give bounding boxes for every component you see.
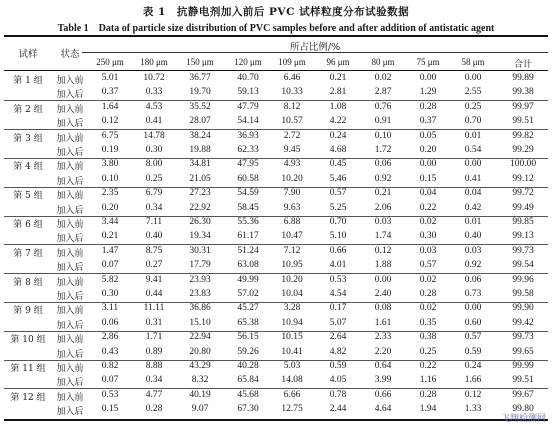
bottom-rule <box>4 419 548 421</box>
table-cell: 99.96 <box>512 274 534 285</box>
table-cell: 0.02 <box>374 73 392 83</box>
table-cell: 2.44 <box>329 404 347 415</box>
table-cell: 1.88 <box>374 260 392 271</box>
state-label: 加入后 <box>56 90 84 101</box>
table-cell: 58.45 <box>237 202 259 213</box>
group-name: 第 9 组 <box>13 306 43 317</box>
table-cell: 2.06 <box>374 202 392 213</box>
table-cell: 15.10 <box>189 317 211 328</box>
group-name: 第 12 组 <box>10 392 46 403</box>
header-state: 状态 <box>60 49 80 60</box>
column-header: 120 μm <box>234 57 262 67</box>
table-cell: 0.07 <box>101 260 119 271</box>
table-cell: 99.58 <box>512 289 534 299</box>
table-cell: 4.53 <box>145 101 163 112</box>
table-cell: 0.10 <box>101 173 119 184</box>
table-cell: 4.68 <box>329 145 347 155</box>
table-cell: 0.40 <box>145 231 163 242</box>
table-cell: 19.34 <box>189 231 211 242</box>
table-cell: 0.82 <box>101 361 119 371</box>
table-cell: 10.41 <box>281 346 303 357</box>
table-cell: 99.85 <box>512 217 534 227</box>
table-cell: 0.57 <box>419 260 437 271</box>
state-label: 加入后 <box>56 292 84 302</box>
table-cell: 36.77 <box>189 73 211 83</box>
table-cell: 27.23 <box>189 188 211 199</box>
table-cell: 0.12 <box>101 116 119 127</box>
table-cell: 4.05 <box>329 375 347 386</box>
table-cell: 0.45 <box>329 159 347 170</box>
group-name: 第 11 组 <box>10 364 46 374</box>
table-cell: 8.12 <box>283 101 301 112</box>
table-cell: 65.84 <box>237 375 259 386</box>
table-cell: 0.19 <box>101 145 119 155</box>
state-label: 加入前 <box>56 364 84 374</box>
table-cell: 0.24 <box>464 361 482 371</box>
table-cell: 7.12 <box>283 245 301 256</box>
table-cell: 11.11 <box>143 303 165 314</box>
table-cell: 0.00 <box>464 73 482 83</box>
state-label: 加入前 <box>56 248 84 259</box>
table-cell: 99.90 <box>512 303 534 314</box>
table-cell: 1.61 <box>374 317 392 328</box>
table-cell: 0.07 <box>101 375 119 386</box>
table-cell: 2.86 <box>101 332 119 343</box>
table-cell: 1.64 <box>101 101 119 112</box>
table-cell: 99.89 <box>512 73 534 83</box>
table-cell: 38.24 <box>189 130 211 141</box>
table-cell: 7.90 <box>283 188 301 199</box>
table-cell: 0.20 <box>101 202 119 213</box>
table-title-en: Table 1 Data of particle size distribution of PVC samples before and after addition of antistatic agent <box>57 23 495 34</box>
table-cell: 0.10 <box>374 130 392 141</box>
table-cell: 0.30 <box>101 289 119 299</box>
table-cell: 8.00 <box>145 159 163 170</box>
table-cell: 0.64 <box>374 361 392 371</box>
table-cell: 45.68 <box>237 389 259 400</box>
table-cell: 0.02 <box>419 217 437 227</box>
group-name: 第 4 组 <box>13 162 43 173</box>
column-header: 150 μm <box>186 57 214 67</box>
table-cell: 22.92 <box>189 202 211 213</box>
table-cell: 57.02 <box>237 289 259 299</box>
table-cell: 6.46 <box>283 73 301 83</box>
state-label: 加入后 <box>56 263 84 274</box>
table-cell: 9.07 <box>191 404 209 415</box>
state-label: 加入前 <box>56 191 84 202</box>
table-cell: 14.08 <box>281 375 303 386</box>
table-cell: 36.93 <box>237 130 259 141</box>
group-name: 第 2 组 <box>13 104 43 115</box>
state-label: 加入后 <box>56 234 84 245</box>
table-cell: 8.32 <box>191 375 209 386</box>
table-cell: 0.60 <box>464 317 482 328</box>
table-cell: 99.13 <box>512 231 534 242</box>
table-cell: 59.13 <box>237 87 259 98</box>
table-cell: 0.03 <box>419 245 437 256</box>
table-cell: 0.53 <box>329 274 347 285</box>
table-cell: 99.67 <box>512 389 534 400</box>
table-cell: 26.30 <box>189 217 211 227</box>
table-cell: 2.87 <box>374 87 392 98</box>
group-name: 第 6 组 <box>13 220 43 230</box>
column-header: 250 μm <box>96 57 124 67</box>
group-name: 第 5 组 <box>13 191 43 202</box>
table-cell: 10.33 <box>281 87 303 98</box>
table-cell: 12.75 <box>281 404 303 415</box>
table-title-cn: 表 1 抗静电剂加入前后 PVC 试样粒度分布试验数据 <box>142 6 410 18</box>
table-cell: 10.47 <box>281 231 303 242</box>
state-label: 加入后 <box>56 205 84 216</box>
table-cell: 0.12 <box>374 245 392 256</box>
table-cell: 5.46 <box>329 173 347 184</box>
table-cell: 5.07 <box>329 317 347 328</box>
table-cell: 0.37 <box>419 116 437 127</box>
table-cell: 0.28 <box>145 404 163 415</box>
table-cell: 4.64 <box>374 404 392 415</box>
table-cell: 99.54 <box>512 260 534 271</box>
table-cell: 0.15 <box>101 404 119 415</box>
state-label: 加入前 <box>56 335 84 346</box>
state-label: 加入后 <box>56 349 84 360</box>
table-cell: 0.30 <box>145 145 163 155</box>
table-cell: 9.41 <box>145 274 163 285</box>
table-cell: 45.27 <box>237 303 259 314</box>
table-cell: 5.10 <box>329 231 347 242</box>
table-cell: 0.04 <box>464 188 482 199</box>
table-cell: 34.81 <box>189 159 211 170</box>
group-name: 第 7 组 <box>13 248 43 259</box>
table-cell: 28.07 <box>189 116 211 127</box>
table-cell: 7.11 <box>145 217 163 227</box>
table-cell: 54.59 <box>237 188 259 199</box>
table-cell: 3.80 <box>101 159 119 170</box>
table-cell: 0.59 <box>464 346 482 357</box>
table-cell: 0.17 <box>329 303 347 314</box>
table-cell: 60.58 <box>237 173 259 184</box>
table-cell: 10.20 <box>281 173 303 184</box>
table-cell: 4.54 <box>329 289 347 299</box>
table-cell: 0.31 <box>145 317 163 328</box>
table-cell: 67.30 <box>237 404 259 415</box>
table-cell: 8.75 <box>145 245 163 256</box>
table-cell: 0.04 <box>419 188 437 199</box>
table-cell: 0.20 <box>419 145 437 155</box>
table-cell: 51.24 <box>237 245 259 256</box>
group-name: 第 8 组 <box>13 277 43 288</box>
table-cell: 0.91 <box>374 116 392 127</box>
table-cell: 6.75 <box>101 130 119 141</box>
table-cell: 0.38 <box>419 332 437 343</box>
table-cell: 2.64 <box>329 332 347 343</box>
table-cell: 10.20 <box>281 274 303 285</box>
table-cell: 1.08 <box>329 101 347 112</box>
state-label: 加入前 <box>56 277 84 288</box>
table-cell: 99.72 <box>512 188 534 199</box>
table-cell: 1.74 <box>374 231 392 242</box>
table-cell: 0.22 <box>419 361 437 371</box>
table-cell: 0.92 <box>464 260 482 271</box>
table-cell: 0.25 <box>419 346 437 357</box>
table-cell: 0.53 <box>101 389 119 400</box>
table-cell: 0.89 <box>145 346 163 357</box>
state-label: 加入前 <box>56 306 84 317</box>
table-cell: 0.06 <box>374 159 392 170</box>
state-label: 加入前 <box>56 76 84 86</box>
table-cell: 0.02 <box>419 303 437 314</box>
table-cell: 0.25 <box>464 101 482 112</box>
table-cell: 0.25 <box>145 173 163 184</box>
table-cell: 59.26 <box>237 346 259 357</box>
table-cell: 23.93 <box>189 274 211 285</box>
column-header: 合计 <box>513 59 532 69</box>
table-cell: 0.57 <box>329 188 347 199</box>
table-cell: 0.41 <box>464 173 482 184</box>
state-label: 加入后 <box>56 148 84 158</box>
table-cell: 99.65 <box>512 346 534 357</box>
state-label: 加入前 <box>56 220 84 230</box>
table-cell: 0.33 <box>145 87 163 98</box>
table-cell: 3.44 <box>101 217 119 227</box>
table-cell: 10.72 <box>143 73 165 83</box>
state-label: 加入后 <box>56 378 84 389</box>
table-cell: 0.00 <box>464 303 482 314</box>
table-cell: 99.29 <box>512 145 534 155</box>
table-cell: 0.70 <box>464 116 482 127</box>
table-cell: 3.99 <box>374 375 392 386</box>
table-cell: 19.88 <box>189 145 211 155</box>
table-cell: 43.29 <box>189 361 211 371</box>
table-cell: 10.57 <box>281 116 303 127</box>
table-cell: 0.12 <box>464 389 482 400</box>
table-cell: 3.28 <box>283 303 301 314</box>
group-name: 第 1 组 <box>13 76 43 86</box>
table-cell: 2.33 <box>374 332 392 343</box>
table-cell: 22.94 <box>189 332 211 343</box>
table-cell: 4.93 <box>283 159 301 170</box>
table-cell: 0.37 <box>101 87 119 98</box>
table-cell: 40.70 <box>237 73 259 83</box>
table-cell: 19.70 <box>189 87 211 98</box>
table-cell: 1.47 <box>101 245 119 256</box>
table-cell: 0.06 <box>101 317 119 328</box>
state-label: 加入后 <box>56 119 84 130</box>
table-cell: 0.03 <box>464 245 482 256</box>
table-cell: 0.66 <box>329 245 347 256</box>
state-label: 加入前 <box>56 162 84 173</box>
state-label: 加入前 <box>56 133 84 144</box>
table-cell: 0.01 <box>464 130 482 141</box>
table-cell: 36.86 <box>189 303 211 314</box>
table-cell: 0.00 <box>419 73 437 83</box>
table-cell: 62.33 <box>237 145 259 155</box>
table-cell: 0.42 <box>464 202 482 213</box>
table-cell: 8.88 <box>145 361 163 371</box>
table-cell: 4.01 <box>329 260 347 271</box>
group-name: 第 10 组 <box>10 335 46 346</box>
table-cell: 99.97 <box>512 101 534 112</box>
table-cell: 55.36 <box>237 217 259 227</box>
table-cell: 99.51 <box>512 116 534 127</box>
top-rule <box>4 35 548 37</box>
column-header: 96 μm <box>326 57 350 67</box>
table-cell: 2.20 <box>374 346 392 357</box>
table-cell: 47.95 <box>237 159 259 170</box>
state-label: 加入后 <box>56 176 84 187</box>
table-cell: 6.79 <box>145 188 163 199</box>
table-cell: 5.03 <box>283 361 301 371</box>
state-label: 加入后 <box>56 320 84 331</box>
table-cell: 9.45 <box>283 145 301 155</box>
table-cell: 0.92 <box>374 173 392 184</box>
table-cell: 0.21 <box>101 231 119 242</box>
table-cell: 0.66 <box>374 389 392 400</box>
table-cell: 99.80 <box>512 404 534 415</box>
table-cell: 99.38 <box>512 87 534 98</box>
table-cell: 99.51 <box>512 375 534 386</box>
table-cell: 56.15 <box>237 332 259 343</box>
table-cell: 99.99 <box>512 361 534 371</box>
table-cell: 0.40 <box>464 231 482 242</box>
table-cell: 65.38 <box>237 317 259 328</box>
table-cell: 35.52 <box>189 101 211 112</box>
table-cell: 1.16 <box>419 375 437 386</box>
column-header: 58 μm <box>461 57 485 67</box>
table-cell: 1.71 <box>145 332 163 343</box>
table-cell: 63.08 <box>237 260 259 271</box>
state-label: 加入前 <box>56 392 84 403</box>
table-cell: 0.43 <box>101 346 119 357</box>
table-cell: 99.73 <box>512 332 534 343</box>
table-cell: 6.88 <box>283 217 301 227</box>
table-cell: 5.82 <box>101 274 119 285</box>
table-cell: 3.11 <box>101 303 119 314</box>
table-cell: 54.14 <box>237 116 259 127</box>
table-cell: 2.81 <box>329 87 347 98</box>
table-cell: 0.21 <box>329 73 347 83</box>
table-cell: 0.28 <box>419 101 437 112</box>
table-cell: 0.06 <box>464 274 482 285</box>
table-cell: 0.00 <box>464 159 482 170</box>
table-cell: 0.27 <box>145 260 163 271</box>
table-cell: 30.31 <box>189 245 211 256</box>
table-cell: 0.34 <box>145 202 163 213</box>
header-sample: 试样 <box>18 49 38 60</box>
column-header: 80 μm <box>371 57 395 67</box>
table-cell: 14.78 <box>143 130 165 141</box>
table-cell: 0.35 <box>419 317 437 328</box>
table-cell: 21.05 <box>189 173 211 184</box>
table-cell: 0.70 <box>329 217 347 227</box>
table-cell: 99.82 <box>512 130 534 141</box>
table-cell: 0.34 <box>145 375 163 386</box>
table-cell: 17.79 <box>189 260 211 271</box>
table-cell: 2.55 <box>464 87 482 98</box>
table-cell: 1.29 <box>419 87 437 98</box>
table-cell: 49.99 <box>237 274 259 285</box>
table-cell: 99.49 <box>512 202 534 213</box>
watermark-text: 飞翔检测网 <box>500 414 546 424</box>
table-cell: 10.15 <box>281 332 303 343</box>
table-cell: 0.15 <box>419 173 437 184</box>
table-cell: 0.03 <box>374 217 392 227</box>
table-cell: 40.28 <box>237 361 259 371</box>
table-cell: 0.21 <box>374 188 392 199</box>
table-cell: 1.66 <box>464 375 482 386</box>
header-rule <box>4 70 548 71</box>
table-cell: 5.01 <box>101 73 119 83</box>
group-name: 第 3 组 <box>13 133 43 144</box>
table-cell: 2.72 <box>283 130 301 141</box>
table-cell: 0.57 <box>464 332 482 343</box>
state-label: 加入前 <box>56 104 84 115</box>
table-cell: 0.24 <box>329 130 347 141</box>
table-cell: 10.04 <box>281 289 303 299</box>
table-cell: 0.28 <box>419 389 437 400</box>
table-cell: 0.08 <box>374 303 392 314</box>
table-cell: 99.73 <box>512 245 534 256</box>
table-cell: 0.28 <box>419 289 437 299</box>
table-cell: 100.00 <box>509 159 537 170</box>
table-cell: 61.17 <box>237 231 259 242</box>
table-cell: 0.44 <box>145 289 163 299</box>
table-cell: 0.05 <box>419 130 437 141</box>
table-cell: 5.25 <box>329 202 347 213</box>
column-header: 109 μm <box>278 57 306 67</box>
table-cell: 6.66 <box>283 389 301 400</box>
table-cell: 10.94 <box>281 317 303 328</box>
table-cell: 1.94 <box>419 404 437 415</box>
table-cell: 99.42 <box>512 317 534 328</box>
table-cell: 0.30 <box>419 231 437 242</box>
column-header: 180 μm <box>140 57 168 67</box>
table-cell: 0.00 <box>419 159 437 170</box>
table-cell: 1.33 <box>464 404 482 415</box>
table-cell: 2.35 <box>101 188 119 199</box>
table-cell: 40.19 <box>189 389 211 400</box>
table-cell: 0.02 <box>419 274 437 285</box>
table-cell: 0.01 <box>464 217 482 227</box>
table-cell: 23.83 <box>189 289 211 299</box>
table-cell: 1.72 <box>374 145 392 155</box>
table-cell: 4.82 <box>329 346 347 357</box>
table-cell: 0.78 <box>329 389 347 400</box>
table-cell: 4.22 <box>329 116 347 127</box>
table-cell: 0.00 <box>374 274 392 285</box>
column-header: 75 μm <box>416 57 440 67</box>
table-cell: 20.80 <box>189 346 211 357</box>
header-group-label: 所占比例/% <box>289 42 341 53</box>
table-cell: 10.95 <box>281 260 303 271</box>
table-cell: 47.79 <box>237 101 259 112</box>
table-cell: 0.54 <box>464 145 482 155</box>
table-cell: 0.73 <box>464 289 482 299</box>
state-label: 加入后 <box>56 407 84 418</box>
table-cell: 99.12 <box>512 173 534 184</box>
table-cell: 4.77 <box>145 389 163 400</box>
table-cell: 0.41 <box>145 116 163 127</box>
table-cell: 9.63 <box>283 202 301 213</box>
table-cell: 2.40 <box>374 289 392 299</box>
table-cell: 0.22 <box>419 202 437 213</box>
table-cell: 0.76 <box>374 101 392 112</box>
table-cell: 0.59 <box>329 361 347 371</box>
